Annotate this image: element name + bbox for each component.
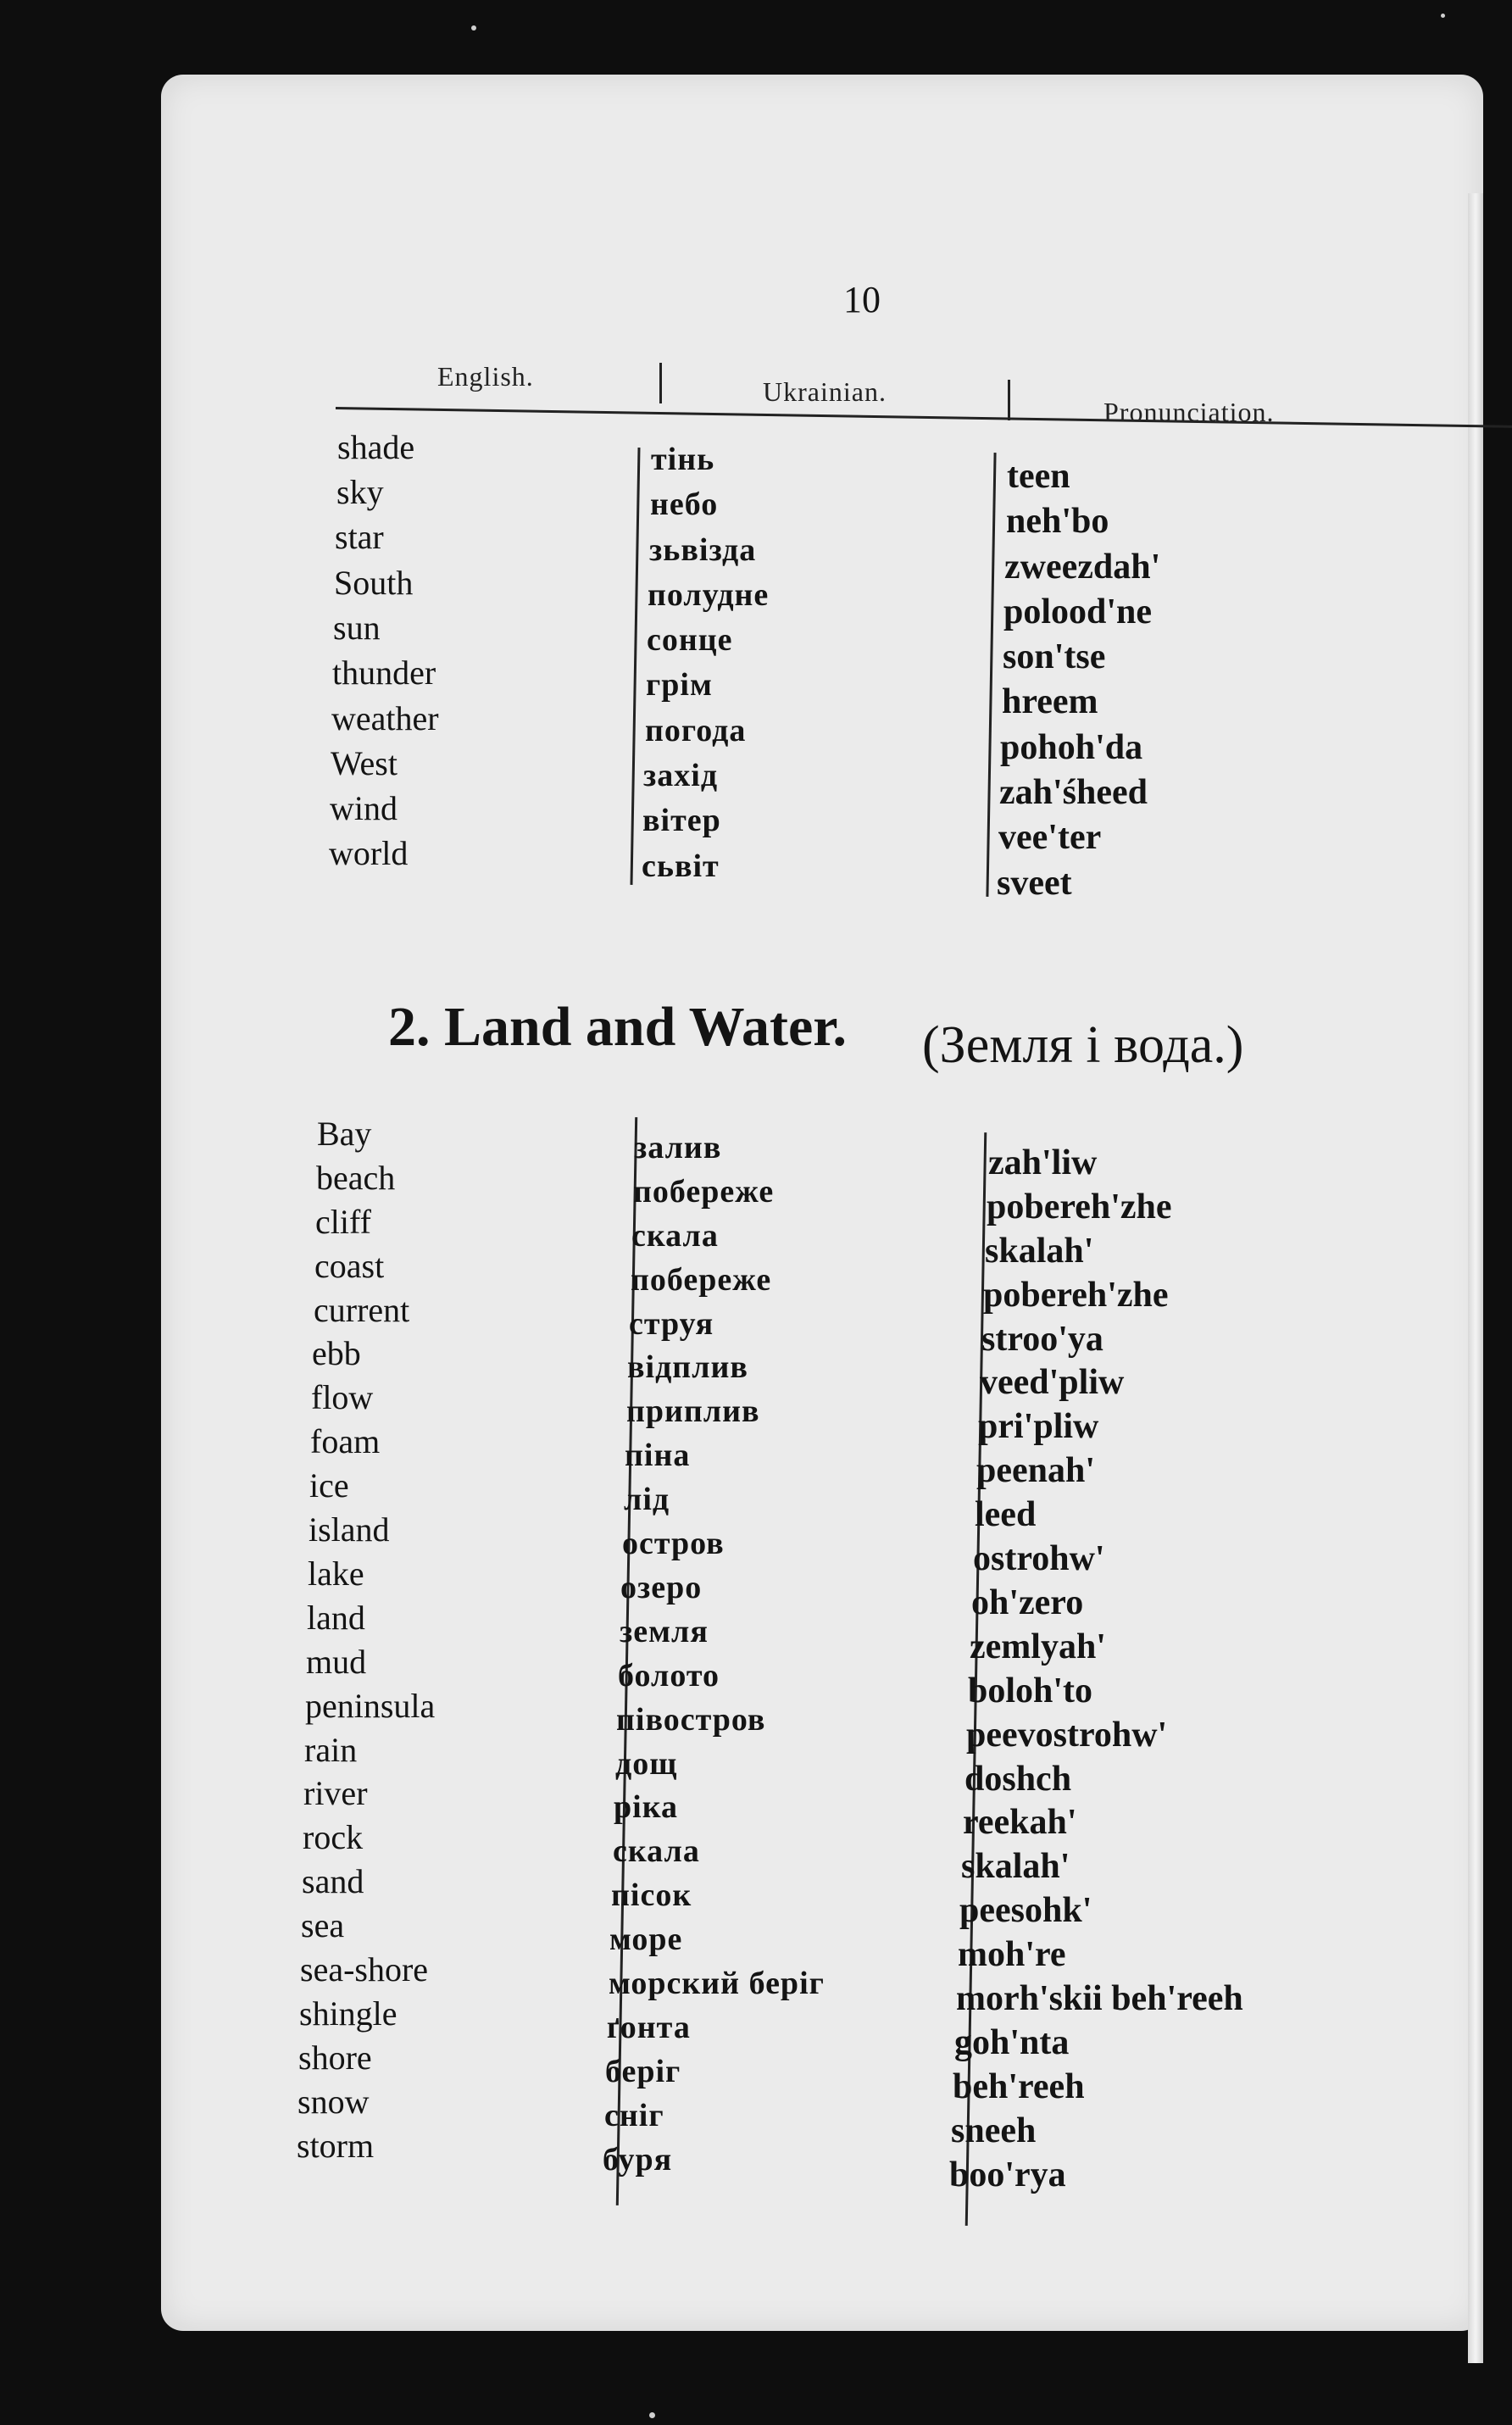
word-english: coast (314, 1247, 385, 1285)
word-pronunciation: zweezdah' (1004, 548, 1161, 587)
word-english: South (334, 564, 414, 602)
word-english: cliff (315, 1203, 371, 1241)
word-pronunciation: zah'śheed (999, 773, 1148, 812)
section1-divider-2 (986, 453, 996, 897)
word-pronunciation: polood'ne (1003, 592, 1153, 631)
film-speck (471, 25, 476, 31)
word-ukrainian: сьвіт (642, 848, 720, 884)
word-ukrainian: море (609, 1922, 683, 1957)
word-pronunciation: boloh'to (968, 1671, 1093, 1710)
word-english: ice (309, 1466, 349, 1505)
word-pronunciation: skalah' (985, 1232, 1094, 1271)
header-rule (336, 407, 1512, 429)
word-pronunciation: reekah' (963, 1803, 1077, 1842)
word-ukrainian: сніг (604, 2098, 664, 2133)
word-english: sea (301, 1906, 345, 1944)
word-ukrainian: побереже (633, 1174, 775, 1210)
film-speck (1441, 14, 1445, 18)
word-english: sea-shore (300, 1950, 429, 1988)
word-ukrainian: земля (620, 1614, 709, 1649)
word-ukrainian: остров (622, 1526, 725, 1561)
page-number: 10 (843, 279, 881, 320)
word-pronunciation: goh'nta (954, 2023, 1070, 2062)
word-ukrainian: полудне (648, 577, 770, 613)
word-english: mud (306, 1643, 367, 1681)
word-english: lake (308, 1555, 364, 1593)
word-pronunciation: zemlyah' (970, 1627, 1106, 1666)
word-pronunciation: pobereh'zhe (983, 1276, 1169, 1315)
word-english: thunder (332, 654, 436, 692)
word-ukrainian: побереже (631, 1262, 772, 1298)
word-ukrainian: морский беріг (609, 1966, 825, 2001)
word-pronunciation: sveet (997, 864, 1072, 903)
word-pronunciation: morh'skii beh'reeh (956, 1979, 1243, 2018)
word-ukrainian: скала (631, 1218, 719, 1254)
page-edge-shadow (1468, 193, 1483, 2363)
word-pronunciation: hreem (1002, 682, 1098, 721)
word-ukrainian: грім (646, 667, 713, 703)
word-english: Bay (317, 1115, 372, 1153)
word-pronunciation: doshch (964, 1760, 1072, 1799)
word-pronunciation: vee'ter (998, 818, 1102, 857)
word-ukrainian: тінь (651, 442, 715, 477)
word-english: sun (333, 609, 381, 647)
word-english: rain (304, 1731, 358, 1769)
word-ukrainian: струя (629, 1306, 714, 1342)
word-ukrainian: ґонта (607, 2010, 691, 2045)
word-english: weather (331, 699, 439, 737)
word-ukrainian: приплив (626, 1393, 760, 1429)
word-ukrainian: півостров (616, 1702, 766, 1738)
word-pronunciation: teen (1007, 457, 1070, 496)
word-english: storm (297, 2127, 375, 2165)
word-pronunciation: ostrohw' (973, 1539, 1105, 1578)
word-english: river (303, 1774, 368, 1812)
word-english: sky (336, 473, 384, 511)
word-ukrainian: зьвізда (649, 532, 757, 568)
word-ukrainian: пісок (611, 1877, 692, 1913)
word-pronunciation: skalah' (961, 1847, 1070, 1886)
word-ukrainian: дощ (615, 1746, 678, 1782)
word-english: shore (298, 2038, 372, 2077)
word-ukrainian: вітер (642, 803, 721, 838)
section1-divider-1 (630, 448, 640, 885)
word-pronunciation: oh'zero (971, 1583, 1084, 1622)
word-english: West (331, 744, 397, 782)
section2-title-ukrainian: (Земля і вода.) (922, 1016, 1244, 1074)
word-english: rock (303, 1818, 364, 1856)
word-pronunciation: neh'bo (1006, 502, 1109, 541)
word-pronunciation: pobereh'zhe (987, 1187, 1172, 1226)
word-ukrainian: відплив (627, 1349, 748, 1385)
word-ukrainian: захід (643, 758, 719, 793)
word-pronunciation: sneeh (951, 2111, 1037, 2150)
word-ukrainian: буря (603, 2142, 673, 2177)
header-ukrainian: Ukrainian. (763, 376, 887, 407)
word-pronunciation: son'tse (1003, 637, 1106, 676)
word-pronunciation: peenah' (976, 1451, 1096, 1490)
word-english: flow (311, 1378, 374, 1416)
word-pronunciation: zah'liw (988, 1143, 1098, 1182)
word-english: current (314, 1291, 410, 1329)
header-pronunciation: Pronunciation. (1103, 397, 1275, 427)
word-english: world (329, 834, 409, 872)
word-ukrainian: беріг (605, 2054, 681, 2089)
word-ukrainian: скала (613, 1833, 700, 1869)
word-ukrainian: лід (624, 1482, 670, 1517)
word-pronunciation: peesohk' (959, 1891, 1092, 1930)
word-pronunciation: beh'reeh (953, 2067, 1085, 2106)
word-ukrainian: залив (634, 1130, 722, 1165)
word-pronunciation: moh're (958, 1935, 1066, 1974)
word-pronunciation: stroo'ya (981, 1320, 1103, 1359)
word-english: island (309, 1510, 390, 1549)
word-english: foam (310, 1422, 381, 1460)
word-english: land (307, 1599, 365, 1637)
word-english: shingle (299, 1994, 397, 2033)
word-ukrainian: болото (618, 1658, 720, 1694)
word-english: wind (330, 789, 397, 827)
word-ukrainian: сонце (647, 622, 733, 658)
word-pronunciation: peevostrohw' (966, 1716, 1168, 1755)
header-divider-1 (659, 363, 662, 403)
header-divider-2 (1008, 380, 1010, 420)
word-english: sand (302, 1862, 364, 1900)
word-pronunciation: leed (975, 1495, 1037, 1534)
film-speck (649, 2412, 655, 2418)
word-ukrainian: озеро (620, 1570, 703, 1605)
word-pronunciation: veed'pliw (980, 1363, 1125, 1402)
header-english: English. (437, 361, 534, 392)
word-ukrainian: погода (645, 713, 747, 748)
word-pronunciation: pri'pliw (978, 1407, 1099, 1446)
section2-title: 2. Land and Water. (388, 996, 848, 1058)
word-pronunciation: pohoh'da (1000, 728, 1143, 767)
word-ukrainian: небо (650, 487, 719, 522)
book-page (161, 75, 1483, 2331)
word-english: peninsula (305, 1687, 436, 1725)
word-pronunciation: boo'rya (949, 2155, 1066, 2194)
word-english: snow (297, 2083, 370, 2121)
word-english: shade (337, 428, 415, 466)
word-ukrainian: піна (625, 1438, 691, 1473)
word-ukrainian: ріка (614, 1789, 679, 1825)
word-english: star (335, 518, 384, 556)
word-english: beach (316, 1159, 396, 1197)
word-english: ebb (312, 1334, 361, 1372)
